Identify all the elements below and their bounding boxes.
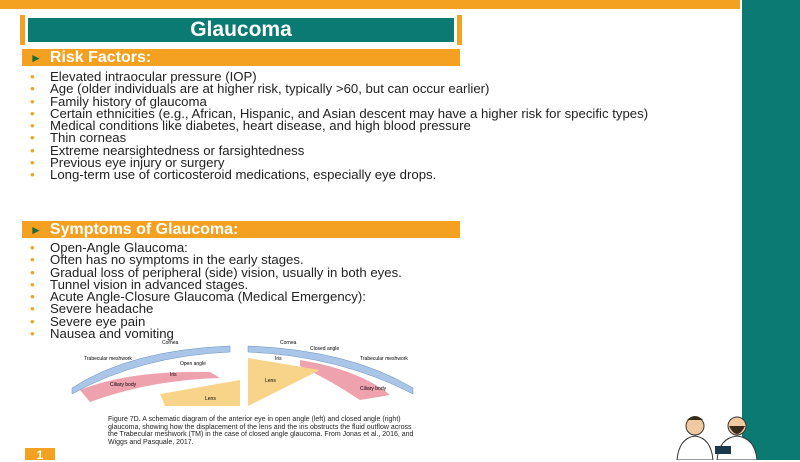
triangle-icon: ► xyxy=(30,51,42,65)
label-tm-left: Trabecular meshwork xyxy=(84,356,132,362)
list-item: • Severe headache xyxy=(30,303,402,315)
label-cornea-left: Cornea xyxy=(162,340,179,346)
list-item: • Previous eye injury or surgery xyxy=(30,157,648,169)
top-accent-bar xyxy=(0,0,740,9)
list-item: • Age (older individuals are at higher risk, typically >60, but can occur earlier) xyxy=(30,83,648,95)
label-lens-left: Lens xyxy=(205,396,216,402)
list-item: • Long-term use of corticosteroid medications, especially eye drops. xyxy=(30,169,648,181)
label-iris-left: Iris xyxy=(170,372,177,378)
list-item: • Often has no symptoms in the early stages. xyxy=(30,254,402,266)
list-item: • Medical conditions like diabetes, heart disease, and high blood pressure xyxy=(30,120,648,132)
page-number: 1 xyxy=(25,448,55,460)
label-iris-right: Iris xyxy=(275,356,282,362)
label-ciliary-left: Ciliary body xyxy=(110,382,137,388)
label-tm-right: Trabecular meshwork xyxy=(360,356,408,362)
figure-caption: Figure 7D. A schematic diagram of the anterior eye in open angle (left) and closed angle (right) glaucoma, showing how the displacement of the lens and the iris obstructs the fluid outflow across the Trabecular meshwork (TM) in the case of closed angle glaucoma. From Jonas et al., 2016, and Wiggs and Pasquale, 2017. xyxy=(108,416,414,446)
list-item: • Severe eye pain xyxy=(30,316,402,328)
heading-text: Risk Factors: xyxy=(49,49,152,66)
list-item: • Tunnel vision in advanced stages. xyxy=(30,279,402,291)
eye-diagram xyxy=(70,340,415,406)
list-item: • Nausea and vomiting xyxy=(30,328,402,340)
list-item: • Certain ethnicities (e.g., African, Hispanic, and Asian descent may have a higher risk for specific types) xyxy=(30,108,648,120)
label-open-angle: Open angle xyxy=(180,361,206,367)
risk-factors-list xyxy=(30,71,648,182)
section-heading-risk-factors xyxy=(22,49,460,66)
page-title: Glaucoma xyxy=(28,18,454,42)
heading-text: Symptoms of Glaucoma: xyxy=(49,221,239,238)
right-accent-bar xyxy=(742,0,800,460)
label-cornea-right: Cornea xyxy=(280,340,297,346)
list-item: • Family history of glaucoma xyxy=(30,96,648,108)
section-heading-symptoms xyxy=(22,221,460,238)
list-item: • Elevated intraocular pressure (IOP) xyxy=(30,71,648,83)
list-item: • Gradual loss of peripheral (side) vision, usually in both eyes. xyxy=(30,267,402,279)
list-item: • Thin corneas xyxy=(30,132,648,144)
doctors-illustration xyxy=(655,412,775,460)
list-item: • Open-Angle Glaucoma: xyxy=(30,242,402,254)
list-item: • Extreme nearsightedness or farsightedness xyxy=(30,145,648,157)
label-ciliary-right: Ciliary body xyxy=(360,386,387,392)
label-lens-right: Lens xyxy=(265,378,276,384)
symptoms-list xyxy=(30,242,402,340)
triangle-icon: ► xyxy=(30,223,42,237)
label-closed-angle: Closed angle xyxy=(310,346,340,352)
list-item: • Acute Angle-Closure Glaucoma (Medical Emergency): xyxy=(30,291,402,303)
